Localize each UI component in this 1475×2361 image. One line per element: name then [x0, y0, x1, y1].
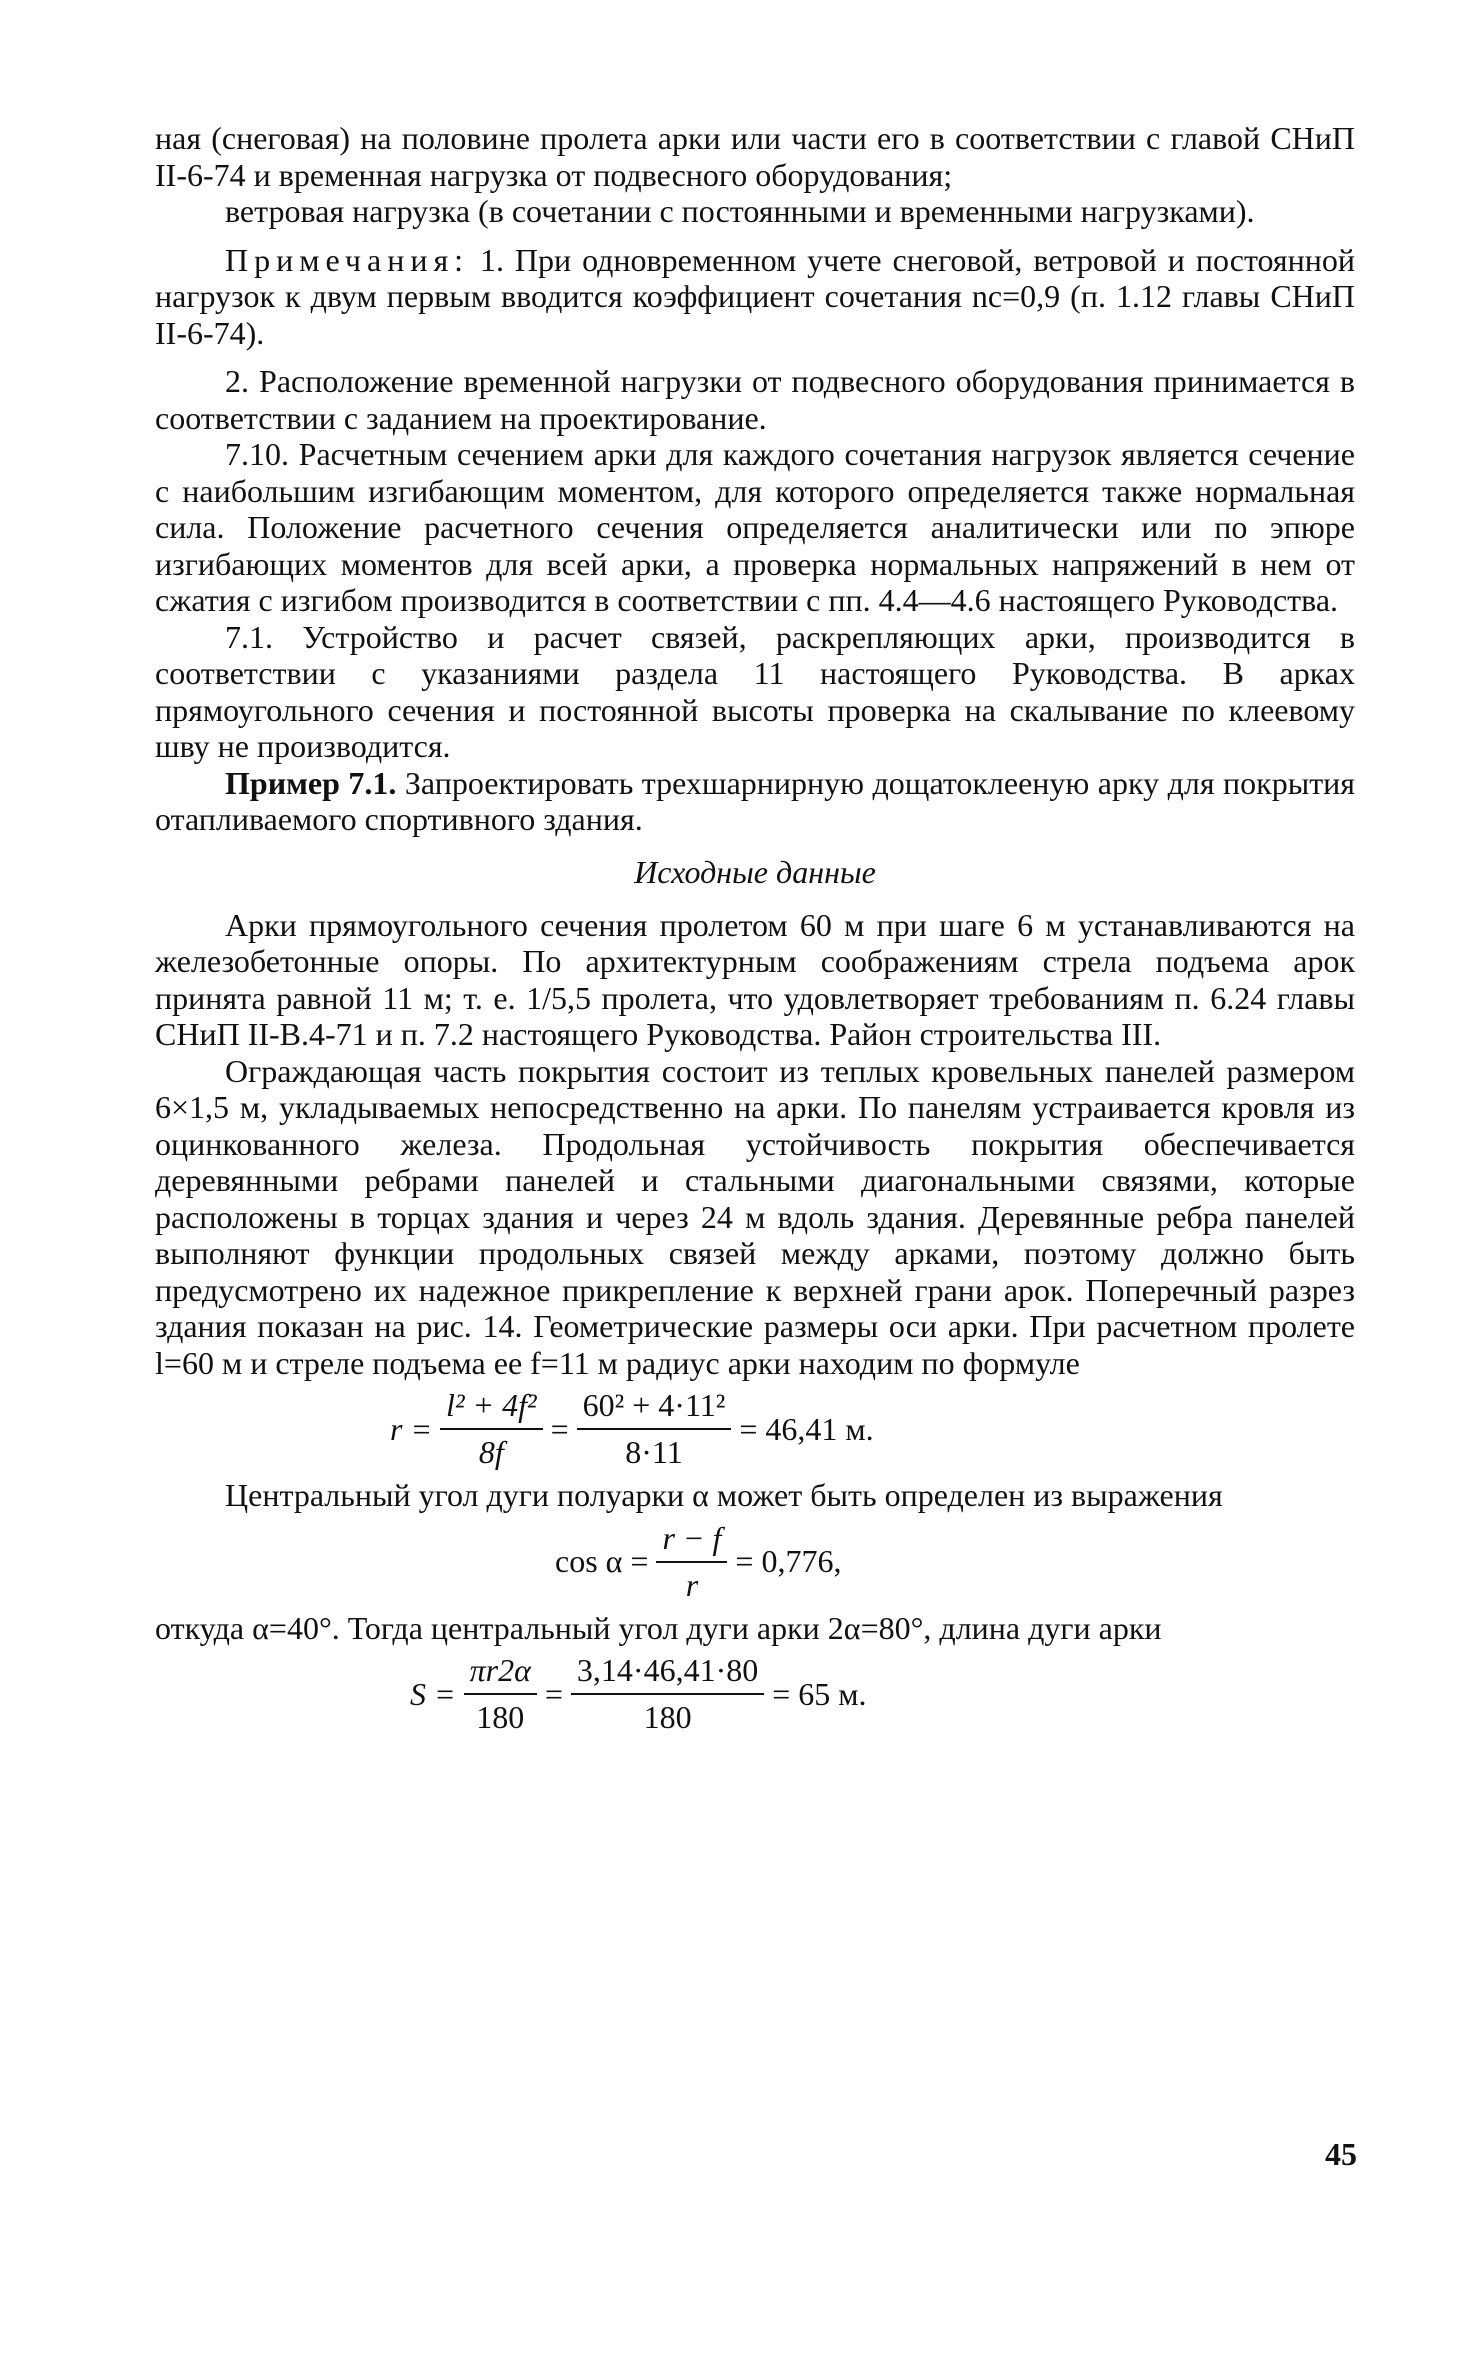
- section-7-1: 7.1. Устройство и расчет связей, раскрепляющих арки, производится в соответствии с указаниями раздела 11 настоящего Руководства. В арках прямоугольного сечения и постоянной высоты проверка на скалывание по клеевому шву не производится.: [155, 618, 1355, 764]
- formula-3-lhs: S =: [410, 1675, 456, 1712]
- notes-paragraph: [155, 242, 1355, 352]
- note-1: 1. При одновременном учете снеговой, ветровой и постоянной нагрузок к двум первым вводится коэффициент сочетания nc=0,9 (п. 1.12 главы СНиП II-6-74).: [155, 241, 1356, 351]
- formula-1-frac-1: [440, 1387, 543, 1471]
- formula-3-num-2: 3,14·46,41·80: [576, 1652, 759, 1688]
- body-paragraph-3: Центральный угол дуги полуарки α может быть определен из выражения: [225, 1477, 1223, 1513]
- paragraph-top-2: ветровая нагрузка (в сочетании с постоянными и временными нагрузками).: [225, 193, 1255, 229]
- formula-arc-length: [155, 1652, 1355, 1736]
- formula-1-num-1: l² + 4f²: [446, 1387, 537, 1423]
- formula-1-result: = 46,41 м.: [739, 1410, 874, 1447]
- formula-1-num-2: 60² + 4·11²: [582, 1387, 726, 1423]
- example-paragraph: [155, 765, 1355, 838]
- formula-cos: [155, 1520, 1355, 1604]
- formula-1-lhs: r =: [390, 1410, 433, 1447]
- formula-1-frac-2: [577, 1387, 732, 1471]
- body-paragraph-2: Ограждающая часть покрытия состоит из теплых кровельных панелей размером 6×1,5 м, укладываемых непосредственно на арки. По панелям устраивается кровля из оцинкованного железа. Продольная устойчивость покрытия обеспечивается деревянными ребрами панелей и стальными диагональными связями, которые расположены в торцах здания и через 24 м вдоль здания. Деревянные ребра панелей выполняют функции продольных связей между арками, поэтому должно быть предусмотрено их надежное прикрепление к верхней грани арок. Поперечный разрез здания показан на рис. 14. Геометрические размеры оси арки. При расчетном пролете l=60 м и стреле подъема ее f=11 м радиус арки находим по формуле: [155, 1052, 1355, 1381]
- formula-3-den-1: 180: [476, 1699, 525, 1735]
- formula-2-result: = 0,776,: [735, 1543, 842, 1579]
- example-label: Пример 7.1.: [225, 764, 397, 801]
- section-7-10: 7.10. Расчетным сечением арки для каждого сочетания нагрузок является сечение с наибольшим изгибающим моментом, для которого определяется также нормальная сила. Положение расчетного сечения определяется аналитически или по эпюре изгибающих моментов для всей арки, а проверка нормальных напряжений в нем от сжатия с изгибом производится в соответствии с пп. 4.4—4.6 настоящего Руководства.: [155, 436, 1355, 618]
- formula-1-den-2: 8·11: [625, 1434, 683, 1470]
- formula-2-num: r − f: [662, 1519, 722, 1556]
- formula-3-num-1: πr2α: [469, 1652, 531, 1688]
- example-text: Запроектировать трехшарнирную дощатоклееную арку для покрытия отапливаемого спортивного здания.: [155, 764, 1356, 837]
- formula-1-den-1: 8f: [478, 1434, 504, 1470]
- body-paragraph-1: Арки прямоугольного сечения пролетом 60 м при шаге 6 м устанавливаются на железобетонные опоры. По архитектурным соображениям стрела подъема арок принята равной 11 м; т. е. 1/5,5 пролета, что удовлетворяет требованиям п. 6.24 главы СНиП II-В.4-71 и п. 7.2 настоящего Руководства. Район строительства III.: [155, 906, 1355, 1052]
- formula-radius: [155, 1387, 1355, 1471]
- formula-1-eq: =: [550, 1410, 569, 1447]
- formula-2-den: r: [685, 1566, 699, 1603]
- formula-2-frac: [656, 1520, 727, 1604]
- notes-label: Примечания:: [225, 241, 470, 278]
- formula-3-frac-2: [571, 1652, 764, 1736]
- formula-3-den-2: 180: [643, 1699, 692, 1735]
- note-2: 2. Расположение временной нагрузки от подвесного оборудования принимается в соответствии с заданием на проектирование.: [155, 363, 1355, 436]
- formula-2-lhs: cos α =: [555, 1543, 649, 1579]
- formula-3-eq: =: [544, 1675, 563, 1712]
- formula-3-result: = 65 м.: [772, 1675, 867, 1712]
- page-number: 45: [1325, 2136, 1357, 2172]
- body-paragraph-4: откуда α=40°. Тогда центральный угол дуги арки 2α=80°, длина дуги арки: [155, 1609, 1162, 1646]
- formula-3-frac-1: [464, 1652, 537, 1736]
- section-heading: Исходные данные: [634, 853, 876, 890]
- paragraph-top-1: ная (снеговая) на половине пролета арки или части его в соответствии с главой СНиП II-6-74 и временная нагрузка от подвесного оборудования;: [155, 120, 1355, 193]
